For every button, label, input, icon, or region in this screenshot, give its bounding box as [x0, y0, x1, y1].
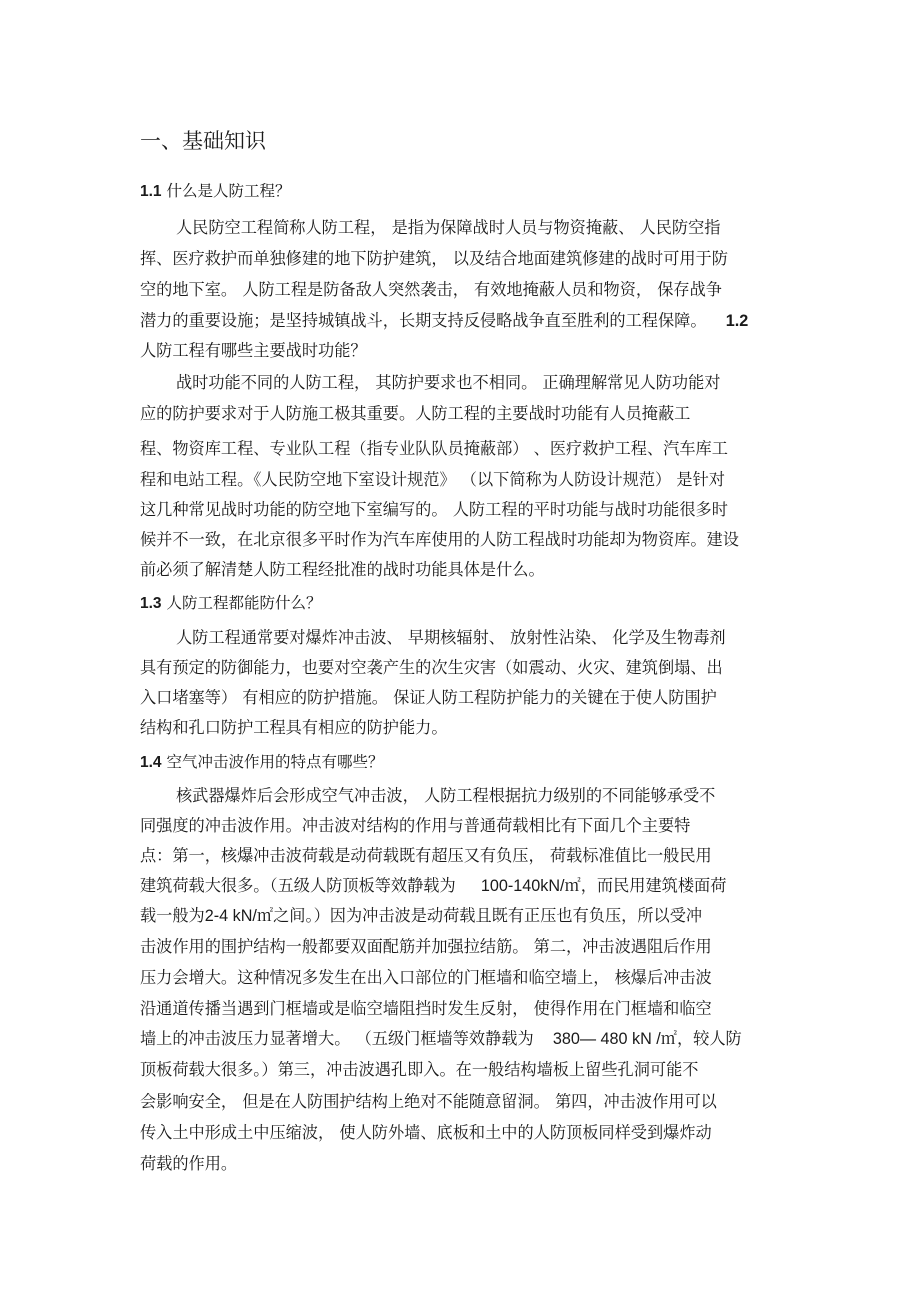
paragraph-line: 人防工程通常要对爆炸冲击波、 早期核辐射、 放射性沾染、 化学及生物毒剂	[176, 628, 726, 647]
paragraph-line: 荷载的作用。	[140, 1154, 238, 1173]
load-value: 2-4 kN/㎡	[204, 907, 274, 925]
question-number: 1.2	[725, 312, 749, 330]
paragraph-line: 会影响安全， 但是在人防围护结构上绝对不能随意留洞。 第四，冲击波作用可以	[140, 1092, 717, 1111]
paragraph-line: 沿通道传播当遇到门框墙或是临空墙阻挡时发生反射， 使得作用在门框墙和临空	[140, 999, 712, 1018]
paragraph-line: 战时功能不同的人防工程， 其防护要求也不相同。 正确理解常见人防功能对	[176, 373, 721, 392]
question-number: 1.4	[140, 754, 162, 771]
paragraph-line: 核武器爆炸后会形成空气冲击波， 人防工程根据抗力级别的不同能够承受不	[176, 786, 716, 805]
load-value: 380— 480 kN /㎡	[552, 1030, 677, 1048]
question-1-2-title: 人防工程有哪些主要战时功能？	[140, 341, 367, 360]
paragraph-text: 墙上的冲击波压力显著增大。 （五级门框墙等效静载为	[140, 1029, 534, 1048]
paragraph-line	[140, 1029, 742, 1049]
question-1-3	[140, 593, 322, 614]
paragraph-line	[140, 876, 726, 896]
paragraph-line: 传入土中形成土中压缩波， 使人防外墙、底板和土中的人防顶板同样受到爆炸动	[140, 1123, 712, 1142]
paragraph-text: 之间。）因为冲击波是动荷载且既有正压也有负压，所以受冲	[273, 906, 703, 925]
paragraph-text: 建筑荷载大很多。（五级人防顶板等效静载为	[140, 876, 456, 895]
paragraph-line: 点：第一，核爆冲击波荷载是动荷载既有超压又有负压， 荷载标准值比一般民用	[140, 846, 712, 865]
paragraph-text: ，而民用建筑楼面荷	[580, 876, 727, 895]
paragraph-line: 结构和孔口防护工程具有相应的防护能力。	[140, 718, 448, 737]
paragraph-line: 空的地下室。 人防工程是防备敌人突然袭击， 有效地掩蔽人员和物资， 保存战争	[140, 280, 722, 299]
paragraph-line: 挥、医疗救护而单独修建的地下防护建筑， 以及结合地面建筑修建的战时可用于防	[140, 249, 728, 268]
paragraph-line: 这几种常见战时功能的防空地下室编写的。 人防工程的平时功能与战时功能很多时	[140, 500, 728, 519]
question-number: 1.1	[140, 183, 162, 200]
paragraph-line	[140, 311, 748, 331]
paragraph-line: 入口堵塞等） 有相应的防护措施。 保证人防工程防护能力的关键在于使人防围护	[140, 688, 717, 707]
load-value: 100-140kN/㎡	[480, 877, 581, 895]
paragraph-line: 顶板荷载大很多。）第三，冲击波遇孔即入。在一般结构墙板上留些孔洞可能不	[140, 1060, 699, 1079]
paragraph-line: 前必须了解清楚人防工程经批准的战时功能具体是什么。	[140, 560, 545, 579]
paragraph-line: 压力会增大。这种情况多发生在出入口部位的门框墙和临空墙上， 核爆后冲击波	[140, 968, 712, 987]
paragraph-line: 人民防空工程简称人防工程， 是指为保障战时人员与物资掩蔽、 人民防空指	[176, 218, 721, 237]
paragraph-line: 同强度的冲击波作用。冲击波对结构的作用与普通荷载相比有下面几个主要特	[140, 816, 691, 835]
paragraph-line: 具有预定的防御能力，也要对空袭产生的次生灾害（如震动、火灾、建筑倒塌、出	[140, 658, 723, 677]
question-1-4	[140, 752, 384, 773]
paragraph-line: 程和电站工程。《人民防空地下室设计规范》 （以下简称为人防设计规范） 是针对	[140, 470, 725, 489]
paragraph-text: ，较人防	[676, 1029, 742, 1048]
paragraph-line	[140, 906, 702, 926]
paragraph-line: 应的防护要求对于人防施工极其重要。人防工程的主要战时功能有人员掩蔽工	[140, 404, 691, 423]
paragraph-line: 候并不一致，在北京很多平时作为汽车库使用的人防工程战时功能却为物资库。建设	[140, 530, 739, 549]
paragraph-line: 程、物资库工程、专业队工程（指专业队队员掩蔽部） 、医疗救护工程、汽车库工	[140, 439, 728, 458]
question-1-1	[140, 181, 291, 202]
section-heading: 一、基础知识	[140, 129, 266, 153]
paragraph-text: 载一般为	[140, 906, 205, 925]
paragraph-text: 潜力的重要设施；是坚持城镇战斗，长期支持反侵略战争直至胜利的工程保障。	[140, 311, 707, 330]
question-number: 1.3	[140, 595, 162, 612]
question-title: 什么是人防工程？	[166, 182, 291, 200]
question-title: 人防工程都能防什么？	[166, 594, 322, 612]
question-title: 空气冲击波作用的特点有哪些？	[166, 753, 384, 771]
paragraph-line: 击波作用的围护结构一般都要双面配筋并加强拉结筋。 第二，冲击波遇阻后作用	[140, 937, 712, 956]
